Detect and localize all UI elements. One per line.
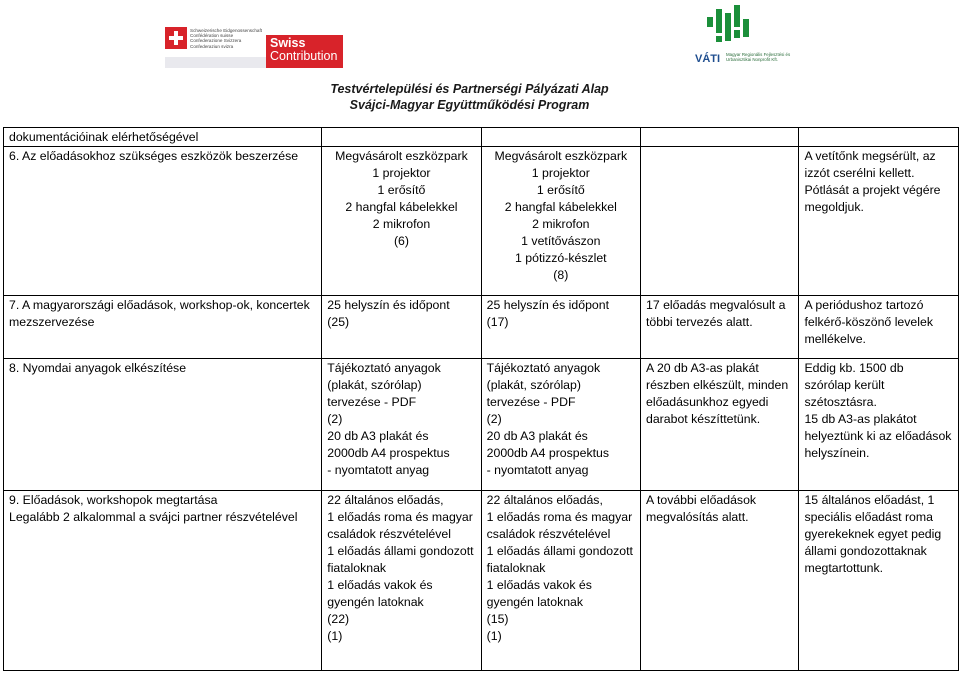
title-line-2: Svájci-Magyar Együttműködési Program bbox=[349, 98, 590, 112]
planned-cell: 22 általános előadás, 1 előadás roma és magyar családok részvételével 1 előadás állami gondozott fiataloknak 1 előadás vakok és gyengén latoknak (22) (1) bbox=[322, 491, 481, 671]
achieved-cell: 25 helyszín és időpont (17) bbox=[481, 296, 640, 359]
program-title bbox=[0, 81, 959, 113]
confederation-text: Schweizerische Eidgenossenschaft Confédération suisse Confederazione Svizzera Confederaziun svizra bbox=[190, 28, 263, 49]
table-row bbox=[4, 491, 959, 671]
table-row bbox=[4, 359, 959, 491]
table-row bbox=[4, 128, 959, 147]
comment-cell: A vetítőnk megsérült, az izzót cserélni kellett. Pótlását a projekt végére megoldjuk. bbox=[799, 147, 959, 296]
planned-cell: Tájékoztató anyagok (plakát, szórólap) tervezése - PDF (2) 20 db A3 plakát és 2000db A4 prospektus - nyomtatott anyag bbox=[322, 359, 481, 491]
swiss-contribution-logo bbox=[165, 27, 343, 68]
table-row bbox=[4, 296, 959, 359]
status-cell: A 20 db A3-as plakát részben elkészült, minden előadásunkhoz egyedi darabot készíttetünk. bbox=[641, 359, 799, 491]
achieved-cell: Tájékoztató anyagok (plakát, szórólap) tervezése - PDF (2) 20 db A3 plakát és 2000db A4 prospektus - nyomtatott anyag bbox=[481, 359, 640, 491]
title-line-1: Testvértelepülési és Partnerségi Pályázati Alap bbox=[330, 82, 609, 96]
achieved-cell bbox=[481, 128, 640, 147]
comment-cell: 15 általános előadást, 1 speciális előadást roma gyerekeknek egyet pedig állami gondozottaknak megtartottunk. bbox=[799, 491, 959, 671]
activity-cell: 7. A magyarországi előadások, workshop-ok, koncertek mezszervezése bbox=[4, 296, 322, 359]
activity-cell: dokumentációinak elérhetőségével bbox=[4, 128, 322, 147]
status-cell: 17 előadás megvalósult a többi tervezés alatt. bbox=[641, 296, 799, 359]
status-cell bbox=[641, 128, 799, 147]
document-header bbox=[0, 0, 959, 118]
vati-name: VÁTI bbox=[695, 53, 721, 65]
activity-cell: 9. Előadások, workshopok megtartása Legalább 2 alkalommal a svájci partner részvételével bbox=[4, 491, 322, 671]
activity-cell: 8. Nyomdai anyagok elkészítése bbox=[4, 359, 322, 491]
swiss-flag-icon bbox=[165, 27, 187, 49]
progress-table bbox=[3, 127, 959, 671]
vati-logo bbox=[689, 3, 789, 65]
activity-cell: 6. Az előadásokhoz szükséges eszközök beszerzése bbox=[4, 147, 322, 296]
planned-cell: 25 helyszín és időpont (25) bbox=[322, 296, 481, 359]
table-row bbox=[4, 147, 959, 296]
status-cell bbox=[641, 147, 799, 296]
vati-grid-icon bbox=[707, 3, 751, 45]
planned-cell: Megvásárolt eszközpark 1 projektor 1 erősítő 2 hangfal kábelekkel 2 mikrofon (6) bbox=[322, 147, 481, 296]
status-cell: A további előadások megvalósítás alatt. bbox=[641, 491, 799, 671]
comment-cell: A periódushoz tartozó felkérő-köszönő levelek mellékelve. bbox=[799, 296, 959, 359]
comment-cell: Eddig kb. 1500 db szórólap került szétosztásra. 15 db A3-as plakátot helyeztünk ki az előadások helyszínein. bbox=[799, 359, 959, 491]
achieved-cell: Megvásárolt eszközpark 1 projektor 1 erősítő 2 hangfal kábelekkel 2 mikrofon 1 vetítővászon 1 pótizzó-készlet (8) bbox=[481, 147, 640, 296]
planned-cell bbox=[322, 128, 481, 147]
comment-cell bbox=[799, 128, 959, 147]
swiss-contribution-label: Swiss Contribution bbox=[266, 35, 343, 68]
achieved-cell: 22 általános előadás, 1 előadás roma és magyar családok részvételével 1 előadás állami gondozott fiataloknak 1 előadás vakok és gyengén latoknak (15) (1) bbox=[481, 491, 640, 671]
vati-subtitle: Magyar Regionális Fejlesztési és Urbanisztikai Nonprofit Kft. bbox=[726, 52, 791, 62]
